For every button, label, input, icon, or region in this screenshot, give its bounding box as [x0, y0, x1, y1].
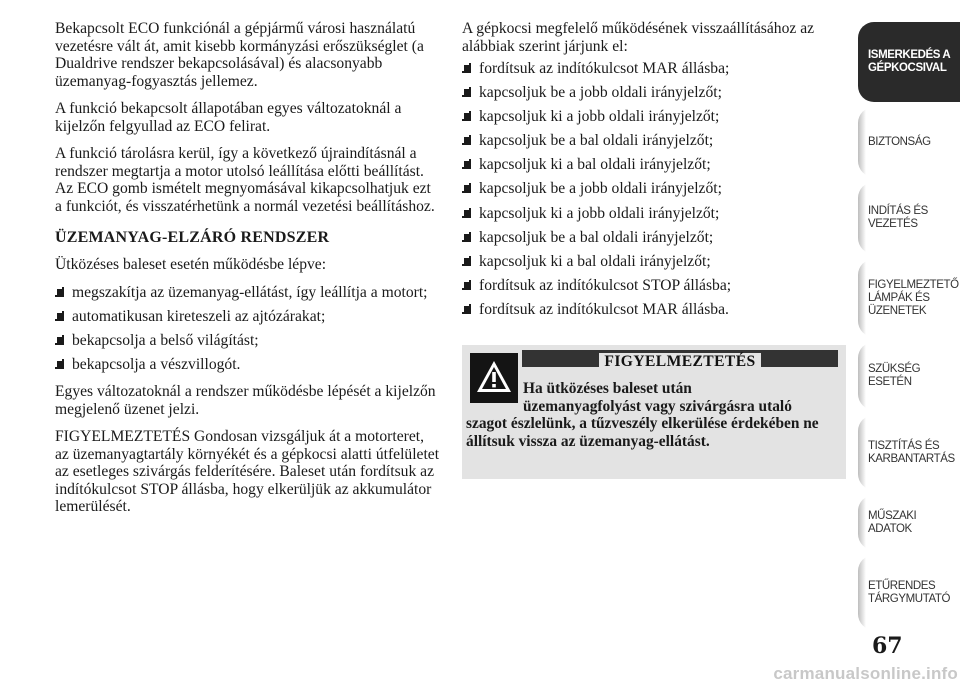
list-item: kapcsoljuk be a jobb oldali irányjelzőt;: [462, 180, 852, 198]
list-item: fordítsuk az indítókulcsot MAR állásba;: [462, 60, 852, 78]
checkbox-bullet-icon: [462, 111, 471, 121]
checkbox-bullet-icon: [462, 280, 471, 290]
eco-paragraph-2: A funkció bekapcsolt állapotában egyes változatoknál a kijelzőn felgyullad az ECO felirat.: [55, 100, 402, 135]
watermark: carmanualsonline.info: [773, 664, 958, 683]
list-item: bekapcsolja a vészvillogót.: [55, 356, 440, 374]
tab-biztonsag[interactable]: BIZTONSÁG: [858, 107, 960, 177]
checkbox-bullet-icon: [55, 287, 64, 297]
eco-paragraph-3: A funkció tárolásra kerül, így a következő újraindításnál a rendszer megtartja a motor utolsó leállítása előtti beállítást. Az ECO gomb ismételt megnyomásával kikapcsolhatjuk ezt a funkciót, és visszatérhetünk a normál vezetési beállításhoz.: [55, 145, 435, 215]
list-item: kapcsoljuk ki a bal oldali irányjelzőt;: [462, 156, 852, 174]
restore-intro: A gépkocsi megfelelő működésének visszaállításához az alábbiak szerint járjunk el:: [462, 20, 815, 55]
checkbox-bullet-icon: [462, 63, 471, 73]
checkbox-bullet-icon: [462, 135, 471, 145]
fuel-cutoff-intro: Ütközéses baleset esetén működésbe lépve:: [55, 256, 327, 273]
checkbox-bullet-icon: [462, 208, 471, 218]
list-item: bekapcsolja a belső világítást;: [55, 332, 440, 350]
warning-box: [462, 345, 846, 479]
tab-ismerkedes[interactable]: ISMERKEDÉS A GÉPKOCSIVAL: [858, 22, 960, 102]
list-item: automatikusan kireteszeli az ajtózárakat;: [55, 308, 440, 326]
tab-tisztitas[interactable]: TISZTÍTÁS ÉS KARBANTARTÁS: [858, 415, 960, 490]
warning-text: Ha ütközéses baleset után üzemanyagfolyást vagy szivárgásra utaló szagot észlelünk, a tűzveszély elkerülése érdekében ne állítsuk vissza az üzemanyag-ellátást.: [466, 380, 819, 450]
checkbox-bullet-icon: [462, 304, 471, 314]
list-item: kapcsoljuk ki a bal oldali irányjelzőt;: [462, 253, 852, 271]
tab-inditas[interactable]: INDÍTÁS ÉS VEZETÉS: [858, 182, 960, 254]
eco-paragraph-1: Bekapcsolt ECO funkciónál a gépjármű városi használatú vezetésre vált át, amit kisebb kormányzási erőszükséglet (a Dualdrive rendszer bekapcsolásával) és alacsonyabb üzemanyag-fogyasztás jellemez.: [55, 20, 424, 90]
checkbox-bullet-icon: [462, 87, 471, 97]
checkbox-bullet-icon: [462, 159, 471, 169]
right-column: [462, 20, 852, 328]
page-number: 67: [872, 633, 903, 659]
list-item: kapcsoljuk be a bal oldali irányjelzőt;: [462, 132, 852, 150]
tab-muszaki[interactable]: MŰSZAKI ADATOK: [858, 495, 960, 550]
tab-szukseg[interactable]: SZÜKSÉG ESETÉN: [858, 342, 960, 410]
list-item: fordítsuk az indítókulcsot STOP állásba;: [462, 277, 852, 295]
display-message-paragraph: Egyes változatoknál a rendszer működésbe lépését a kijelzőn megjelenő üzenet jelzi.: [55, 383, 436, 418]
checkbox-bullet-icon: [55, 359, 64, 369]
list-item: kapcsoljuk ki a jobb oldali irányjelzőt;: [462, 108, 852, 126]
restore-steps-list: [462, 60, 852, 318]
list-item: kapcsoljuk be a bal oldali irányjelzőt;: [462, 229, 852, 247]
checkbox-bullet-icon: [55, 335, 64, 345]
tab-figyelmezteto[interactable]: FIGYELMEZTETŐ LÁMPÁK ÉS ÜZENETEK: [858, 259, 960, 337]
list-item: kapcsoljuk be a jobb oldali irányjelzőt;: [462, 84, 852, 102]
checkbox-bullet-icon: [462, 183, 471, 193]
list-item: kapcsoljuk ki a jobb oldali irányjelzőt;: [462, 205, 852, 223]
checkbox-bullet-icon: [462, 256, 471, 266]
left-column: [55, 20, 440, 526]
inspection-paragraph: FIGYELMEZTETÉS Gondosan vizsgáljuk át a motorteret, az üzemanyagtartály környékét és a gépkocsi alatti útfelületet az esetleges szivárgás felderítésére. Baleset után fordítsuk az indítókulcsot STOP állásba, hogy elkerüljük az akkumulátor lemerülését.: [55, 428, 440, 515]
checkbox-bullet-icon: [55, 311, 64, 321]
warning-title: FIGYELMEZTETÉS: [522, 353, 838, 370]
tab-targymutato[interactable]: ETŰRENDES TÁRGYMUTATÓ: [858, 555, 960, 630]
list-item: fordítsuk az indítókulcsot MAR állásba.: [462, 301, 852, 319]
checkbox-bullet-icon: [462, 232, 471, 242]
chapter-tabs: [858, 0, 960, 686]
list-item: megszakítja az üzemanyag-ellátást, így leállítja a motort;: [55, 284, 440, 302]
fuel-cutoff-list: [55, 284, 440, 374]
section-heading: ÜZEMANYAG-ELZÁRÓ RENDSZER: [55, 229, 330, 246]
